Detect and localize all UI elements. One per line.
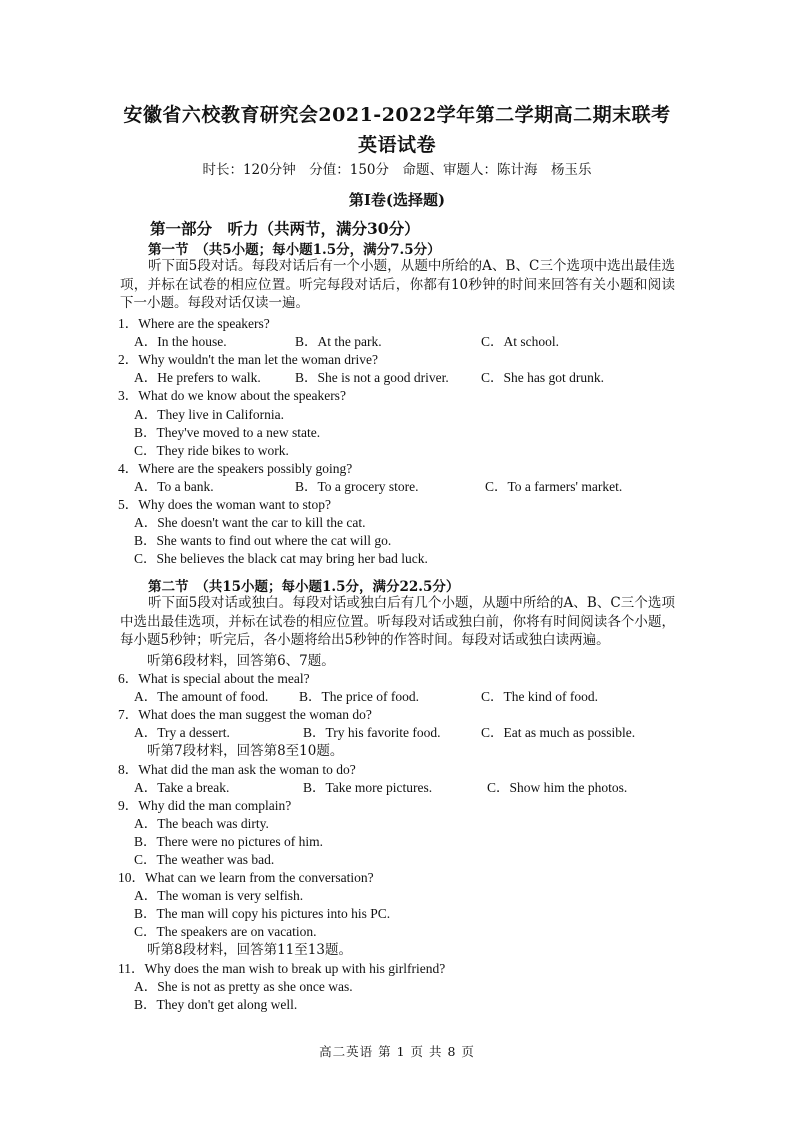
section1-instructions: 听下面5段对话。每段对话后有一个小题，从题中所给的A、B、C三个选项中选出最佳选项，并标在试卷的相应位置。听完每段对话后，你都有10秒钟的时间来回答有关小题和阅读下一小题。每段对话仅读一遍。 xyxy=(120,258,675,311)
section2-instructions: 听下面5段对话或独白。每段对话或独白后有几个小题，从题中所给的A、B、C三个选项中选出最佳选项，并标在试卷的相应位置。听每段对话或独白前，你将有时间阅读各个小题，每小题5秒钟；听完后，各小题将给出5秒钟的作答时间。每段对话或独白读两遍。 xyxy=(120,595,675,648)
section2-heading: 第二节 （共15小题；每小题1.5分，满分22.5分） xyxy=(148,579,460,595)
q7-option-c: C．Eat as much as possible. xyxy=(481,725,636,740)
q5-option-a: A．She doesn't want the car to kill the cat. xyxy=(134,515,366,530)
q8-option-b: B．Take more pictures. xyxy=(303,780,433,795)
exam-title: 安徽省六校教育研究会2021-2022学年第二学期高二期末联考 xyxy=(123,104,671,126)
question-11: 11．Why does the man wish to break up with his girlfriend? xyxy=(118,961,446,976)
q11-option-a: A．She is not as pretty as she once was. xyxy=(134,979,353,994)
q5-option-c: C．She believes the black cat may bring her bad luck. xyxy=(134,551,428,566)
q3-option-b: B．They've moved to a new state. xyxy=(134,425,321,440)
question-4: 4．Where are the speakers possibly going? xyxy=(118,461,353,476)
q6-option-c: C．The kind of food. xyxy=(481,689,598,704)
q7-option-a: A．Try a dessert. xyxy=(134,725,230,740)
q7-option-b: B．Try his favorite food. xyxy=(303,725,441,740)
q9-option-b: B．There were no pictures of him. xyxy=(134,834,323,849)
q5-option-b: B．She wants to find out where the cat will go. xyxy=(134,533,392,548)
q4-option-c: C．To a farmers' market. xyxy=(485,479,623,494)
q1-option-c: C．At school. xyxy=(481,334,560,349)
q2-option-b: B．She is not a good driver. xyxy=(295,370,449,385)
question-5: 5．Why does the woman want to stop? xyxy=(118,497,331,512)
q3-option-c: C．They ride bikes to work. xyxy=(134,443,289,458)
q10-option-a: A．The woman is very selfish. xyxy=(134,888,304,903)
exam-meta: 时长：120分钟 分值：150分 命题、审题人：陈计海 杨玉乐 xyxy=(202,162,592,178)
q1-option-a: A．In the house. xyxy=(134,334,227,349)
volume-heading: 第Ⅰ卷(选择题) xyxy=(348,191,446,209)
q2-option-c: C．She has got drunk. xyxy=(481,370,604,385)
question-1: 1．Where are the speakers? xyxy=(118,316,270,331)
q3-option-a: A．They live in California. xyxy=(134,407,284,422)
question-2: 2．Why wouldn't the man let the woman drive? xyxy=(118,352,378,367)
q8-option-c: C．Show him the photos. xyxy=(487,780,628,795)
q2-option-a: A．He prefers to walk. xyxy=(134,370,261,385)
section1-heading: 第一节 （共5小题；每小题1.5分，满分7.5分） xyxy=(148,242,441,258)
q9-option-a: A．The beach was dirty. xyxy=(134,816,269,831)
question-6: 6．What is special about the meal? xyxy=(118,671,310,686)
question-3: 3．What do we know about the speakers? xyxy=(118,388,346,403)
q8-option-a: A．Take a break. xyxy=(134,780,230,795)
material-6-note: 听第6段材料，回答第6、7题。 xyxy=(147,653,335,669)
q9-option-c: C．The weather was bad. xyxy=(134,852,275,867)
material-7-note: 听第7段材料，回答第8至10题。 xyxy=(147,743,344,759)
material-8-note: 听第8段材料，回答第11至13题。 xyxy=(147,942,352,958)
q1-option-b: B．At the park. xyxy=(295,334,382,349)
part1-heading: 第一部分 听力（共两节，满分30分） xyxy=(150,219,420,238)
q10-option-b: B．The man will copy his pictures into his PC. xyxy=(134,906,391,921)
q6-option-a: A．The amount of food. xyxy=(134,689,269,704)
q11-option-b: B．They don't get along well. xyxy=(134,997,298,1012)
question-9: 9．Why did the man complain? xyxy=(118,798,292,813)
page-footer: 高二英语 第 1 页 共 8 页 xyxy=(319,1044,475,1059)
question-7: 7．What does the man suggest the woman do? xyxy=(118,707,372,722)
question-8: 8．What did the man ask the woman to do? xyxy=(118,762,356,777)
question-10: 10．What can we learn from the conversation? xyxy=(118,870,374,885)
q4-option-a: A．To a bank. xyxy=(134,479,214,494)
q6-option-b: B．The price of food. xyxy=(299,689,419,704)
exam-subtitle: 英语试卷 xyxy=(357,134,436,156)
q4-option-b: B．To a grocery store. xyxy=(295,479,419,494)
q10-option-c: C．The speakers are on vacation. xyxy=(134,924,317,939)
